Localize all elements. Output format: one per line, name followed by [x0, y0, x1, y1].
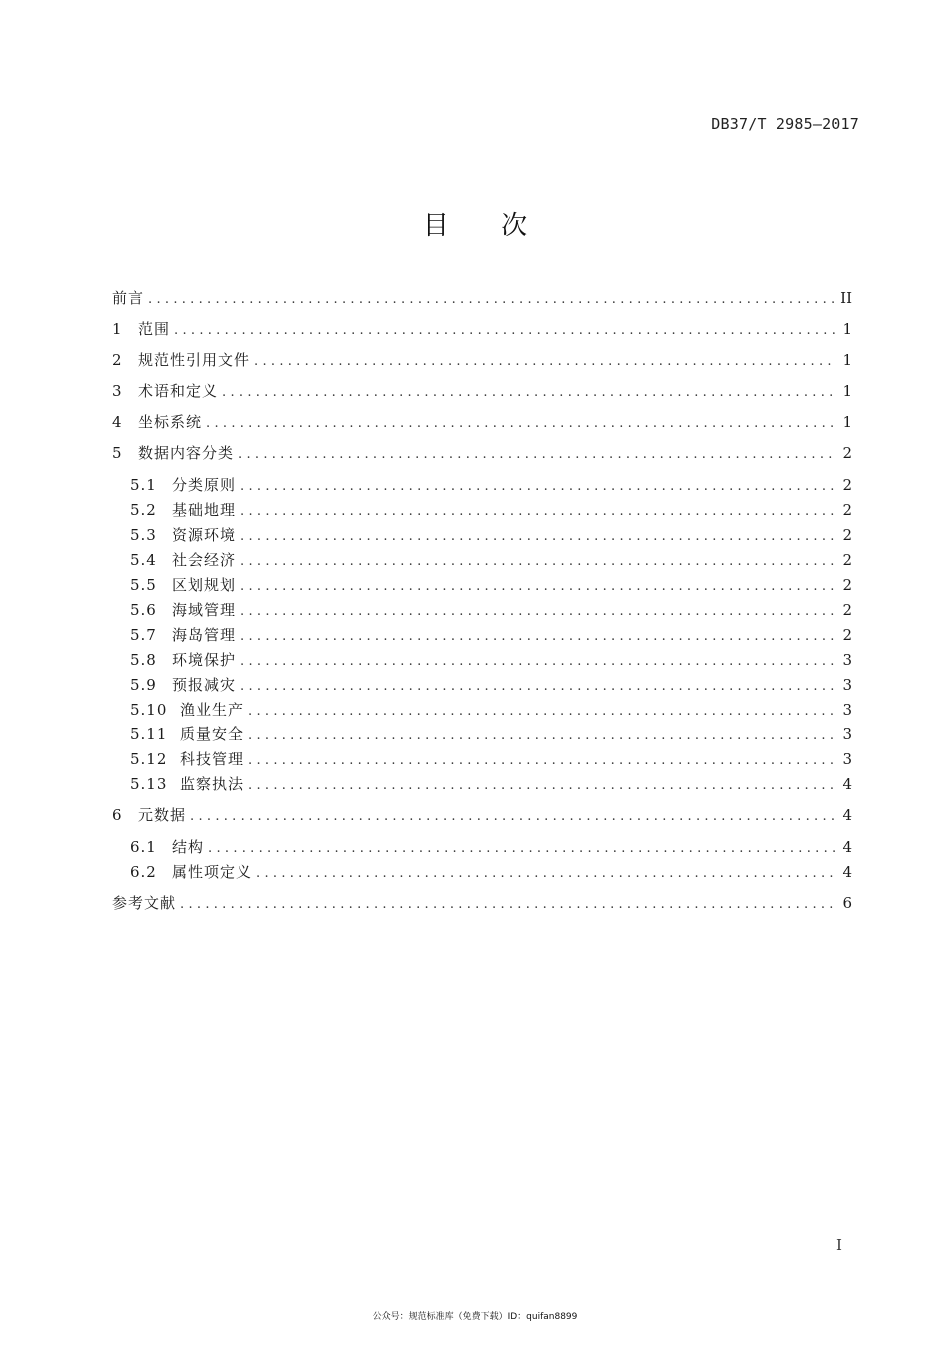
toc-entry-label: 监察执法	[180, 775, 245, 793]
toc-entry[interactable]	[130, 474, 852, 496]
footer-note: 公众号：规范标准库（免费下载）ID：quifan8899	[372, 1312, 578, 1322]
toc-leader-dots	[240, 601, 836, 623]
toc-entry-number: 5.6	[130, 601, 157, 619]
toc-entry-label: 海域管理	[172, 601, 237, 619]
toc-leader-dots	[180, 894, 836, 916]
toc-entry[interactable]	[130, 574, 852, 596]
toc-leader-dots	[174, 320, 836, 342]
toc-entry-page: 3	[842, 750, 852, 768]
toc-entry-number: 6	[112, 806, 123, 824]
toc-entry-number: 6.2	[130, 863, 157, 881]
toc-entry-label: 基础地理	[172, 501, 237, 519]
toc-entry[interactable]	[130, 773, 852, 795]
toc-entry-label: 环境保护	[172, 651, 237, 669]
toc-entry[interactable]	[112, 804, 852, 826]
toc-leader-dots	[190, 806, 836, 828]
toc-entry[interactable]	[130, 836, 852, 858]
toc-entry-page: 3	[842, 701, 852, 719]
toc-entry-label: 术语和定义	[138, 382, 219, 400]
toc-leader-dots	[240, 501, 836, 523]
toc-entry-number: 5.2	[130, 501, 157, 519]
toc-entry-label: 预报减灾	[172, 676, 237, 694]
toc-entry-number: 1	[112, 320, 123, 338]
toc-entry-label: 社会经济	[172, 551, 237, 569]
toc-entry-number: 5.8	[130, 651, 157, 669]
toc-entry[interactable]	[130, 723, 852, 745]
toc-entry-number: 5.11	[130, 725, 168, 743]
toc-entry-page: 3	[842, 651, 852, 669]
toc-entry-number: 5.9	[130, 676, 157, 694]
toc-leader-dots	[238, 444, 836, 466]
page-number: I	[836, 1236, 842, 1254]
toc-entry[interactable]	[130, 624, 852, 646]
toc-leader-dots	[206, 413, 836, 435]
toc-leader-dots	[240, 551, 836, 573]
toc-entry-number: 5.5	[130, 576, 157, 594]
toc-entry[interactable]	[112, 318, 852, 340]
toc-leader-dots	[240, 651, 836, 673]
toc-leader-dots	[240, 526, 836, 548]
toc-entry-page: 6	[842, 894, 852, 912]
toc-entry-label: 结构	[172, 838, 205, 856]
toc-entry-label: 规范性引用文件	[138, 351, 251, 369]
toc-entry-page: 2	[842, 551, 852, 569]
toc-entry-label: 范围	[138, 320, 171, 338]
toc-entry[interactable]	[112, 380, 852, 402]
toc-entry-page: 1	[842, 351, 852, 369]
toc-entry-number: 3	[112, 382, 123, 400]
toc-leader-dots	[248, 775, 836, 797]
toc-entry-page: II	[840, 289, 852, 307]
toc-entry-number: 5.13	[130, 775, 168, 793]
toc-leader-dots	[148, 289, 834, 311]
toc-entry-number: 5	[112, 444, 123, 462]
toc-entry-number: 5.4	[130, 551, 157, 569]
toc-entry-page: 1	[842, 413, 852, 431]
toc-leader-dots	[254, 351, 836, 373]
toc-leader-dots	[240, 576, 836, 598]
toc-entry-label: 资源环境	[172, 526, 237, 544]
toc-entry[interactable]	[130, 524, 852, 546]
toc-leader-dots	[248, 701, 836, 723]
toc-entry-label: 分类原则	[172, 476, 237, 494]
toc-entry-page: 2	[842, 626, 852, 644]
toc-entry-page: 2	[842, 526, 852, 544]
toc-entry-number: 6.1	[130, 838, 157, 856]
toc-entry[interactable]	[130, 674, 852, 696]
toc-leader-dots	[240, 676, 836, 698]
toc-entry-page: 1	[842, 382, 852, 400]
toc-entry-label: 科技管理	[180, 750, 245, 768]
toc-leader-dots	[240, 476, 836, 498]
toc-entry-page: 3	[842, 725, 852, 743]
toc-entry[interactable]	[112, 349, 852, 371]
toc-leader-dots	[240, 626, 836, 648]
toc-entry[interactable]	[130, 699, 852, 721]
toc-entry[interactable]	[130, 649, 852, 671]
toc-entry-label: 数据内容分类	[138, 444, 235, 462]
toc-leader-dots	[248, 750, 836, 772]
toc-entry-number: 2	[112, 351, 123, 369]
toc-entry-page: 1	[842, 320, 852, 338]
toc-leader-dots	[256, 863, 836, 885]
toc-entry[interactable]	[130, 599, 852, 621]
toc-entry-number: 5.7	[130, 626, 157, 644]
toc-entry[interactable]	[112, 411, 852, 433]
toc-entry-label: 元数据	[138, 806, 187, 824]
page-title: 目 次	[422, 211, 550, 241]
toc-entry-label: 坐标系统	[138, 413, 203, 431]
toc-entry-number: 5.3	[130, 526, 157, 544]
toc-entry[interactable]	[130, 861, 852, 883]
toc-entry-page: 4	[842, 775, 852, 793]
toc-entry-label: 前言	[112, 289, 145, 307]
toc-entry-label: 属性项定义	[172, 863, 253, 881]
toc-entry-number: 5.12	[130, 750, 168, 768]
toc-entry-label: 海岛管理	[172, 626, 237, 644]
toc-entry-page: 4	[842, 863, 852, 881]
toc-entry[interactable]	[112, 892, 852, 914]
toc-leader-dots	[248, 725, 836, 747]
toc-entry-number: 4	[112, 413, 123, 431]
toc-entry[interactable]	[112, 287, 852, 309]
toc-entry-number: 5.10	[130, 701, 168, 719]
document-code: DB37/T 2985—2017	[711, 115, 859, 133]
toc-entry[interactable]	[130, 499, 852, 521]
toc-entry-page: 2	[842, 501, 852, 519]
toc-entry-page: 2	[842, 576, 852, 594]
toc-leader-dots	[208, 838, 836, 860]
toc-entry-label: 区划规划	[172, 576, 237, 594]
toc-entry[interactable]	[130, 748, 852, 770]
toc-entry-page: 2	[842, 444, 852, 462]
toc-leader-dots	[222, 382, 836, 404]
toc-entry-label: 渔业生产	[180, 701, 245, 719]
toc-entry[interactable]	[112, 442, 852, 464]
toc-entry-page: 4	[842, 806, 852, 824]
toc-entry-label: 质量安全	[180, 725, 245, 743]
toc-entry-page: 4	[842, 838, 852, 856]
toc-entry-page: 2	[842, 476, 852, 494]
toc-entry-page: 3	[842, 676, 852, 694]
toc-entry[interactable]	[130, 549, 852, 571]
toc-entry-number: 5.1	[130, 476, 157, 494]
toc-entry-page: 2	[842, 601, 852, 619]
toc-entry-label: 参考文献	[112, 894, 177, 912]
